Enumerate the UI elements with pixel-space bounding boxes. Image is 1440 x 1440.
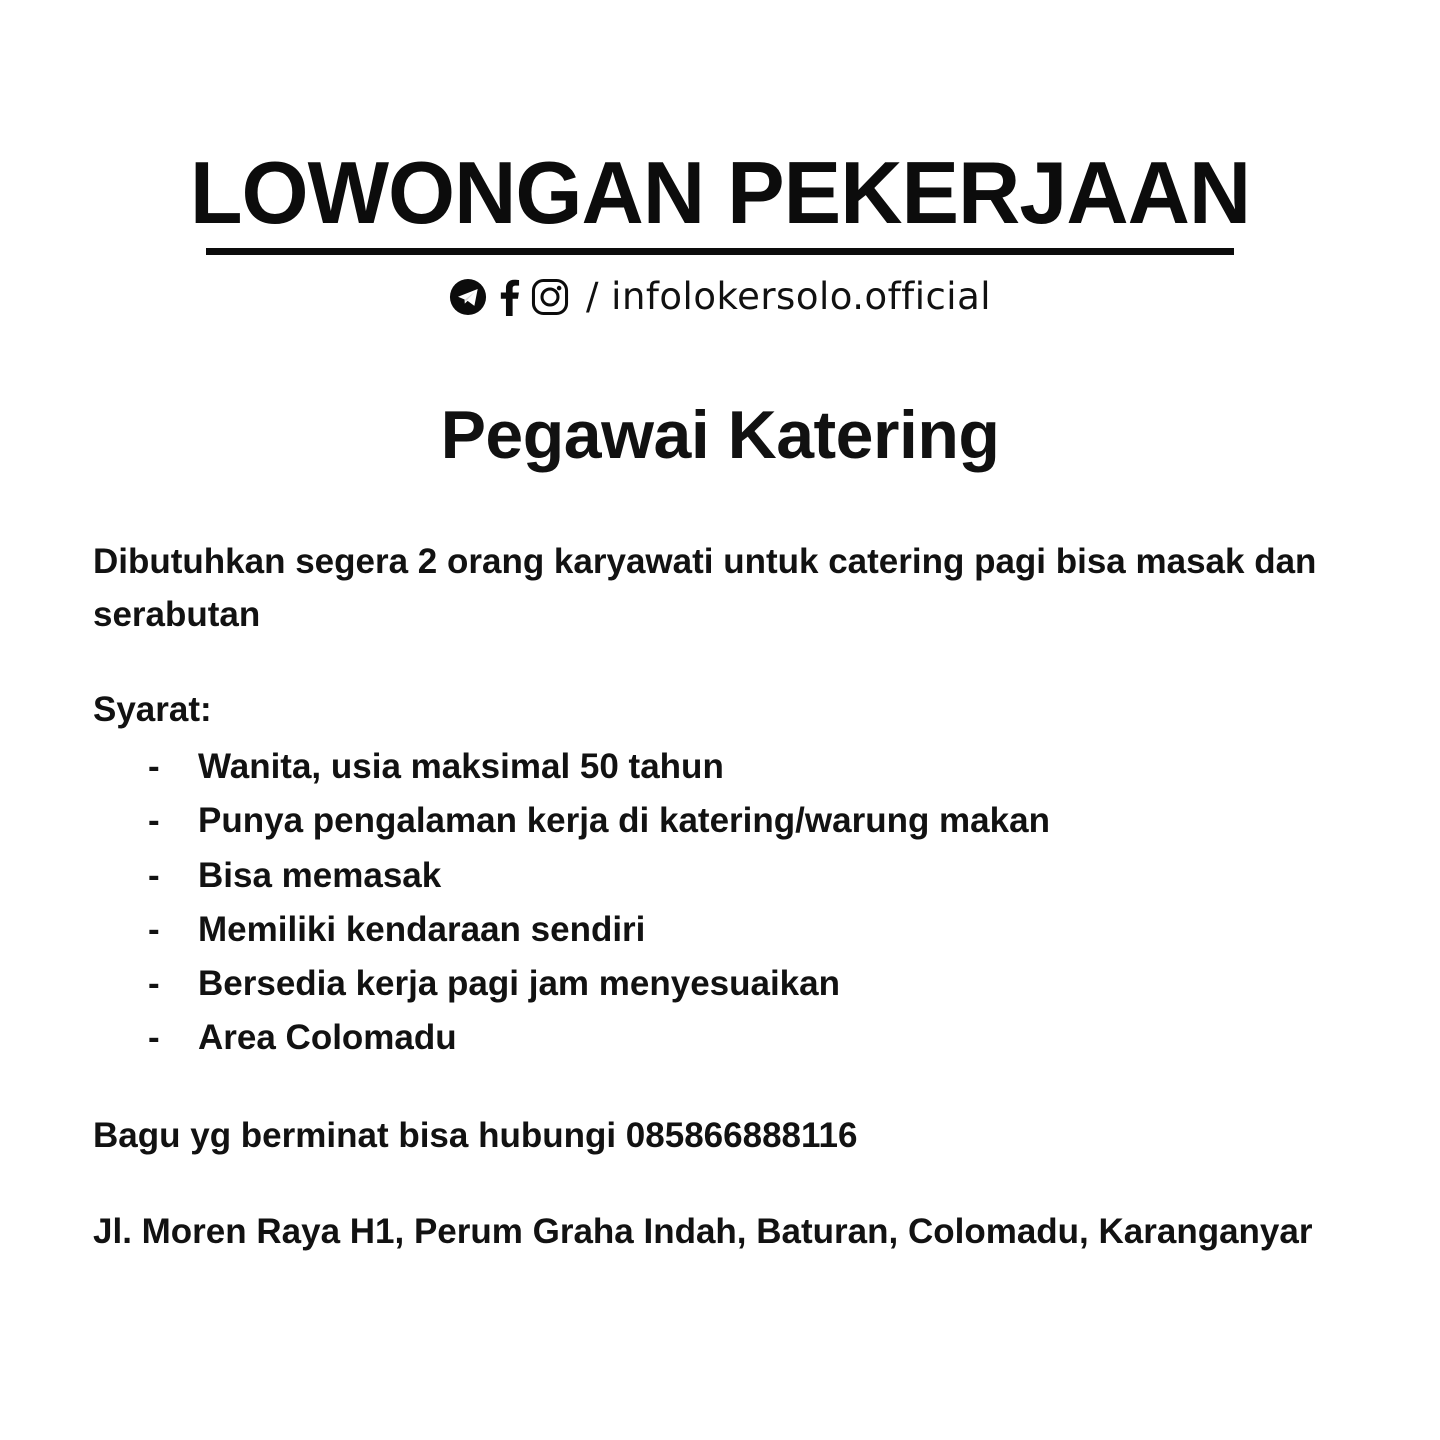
list-item-label: Memiliki kendaraan sendiri	[198, 909, 646, 949]
page-title: LOWONGAN PEKERJAAN	[189, 143, 1251, 242]
poster-title-wrapper	[0, 143, 1440, 242]
spacer-after-intro	[93, 641, 1330, 685]
intro-paragraph: Dibutuhkan segera 2 orang karyawati untuk catering pagi bisa masak dan serabutan	[93, 542, 1317, 634]
telegram-icon[interactable]	[449, 278, 487, 316]
bullet-dash: -	[148, 747, 160, 787]
facebook-icon[interactable]	[496, 278, 522, 316]
social-handle-row	[0, 275, 1440, 318]
job-title: Pegawai Katering	[440, 397, 1000, 474]
poster-header	[0, 0, 1440, 318]
bullet-dash: -	[148, 801, 160, 841]
contact-line: Bagu yg berminat bisa hubungi 085866888116	[93, 1115, 858, 1155]
list-item	[93, 794, 1330, 848]
bullet-dash: -	[148, 909, 160, 949]
list-item	[93, 903, 1330, 957]
spacer-after-requirements	[93, 1066, 1330, 1110]
bullet-dash: -	[148, 964, 160, 1004]
spacer-after-contact	[93, 1162, 1330, 1206]
list-item-label: Punya pengalaman kerja di katering/warung makan	[198, 801, 1050, 841]
list-item-label: Bisa memasak	[198, 855, 442, 895]
requirements-list	[93, 740, 1330, 1066]
list-item	[93, 740, 1330, 794]
poster-body	[0, 536, 1440, 1259]
list-item	[93, 957, 1330, 1011]
bullet-dash: -	[148, 855, 160, 895]
list-item-label: Bersedia kerja pagi jam menyesuaikan	[198, 964, 840, 1004]
list-item	[93, 849, 1330, 903]
list-item	[93, 1011, 1330, 1065]
instagram-icon[interactable]	[531, 278, 569, 316]
list-item-label: Area Colomadu	[198, 1018, 457, 1058]
title-underline-rule	[206, 248, 1234, 255]
bullet-dash: -	[148, 1018, 160, 1058]
social-handle-text[interactable]: / infolokersolo.official	[585, 275, 992, 319]
requirements-heading: Syarat:	[93, 690, 212, 730]
list-item-label: Wanita, usia maksimal 50 tahun	[198, 747, 724, 787]
address-line: Jl. Moren Raya H1, Perum Graha Indah, Baturan, Colomadu, Karanganyar	[93, 1212, 1313, 1252]
